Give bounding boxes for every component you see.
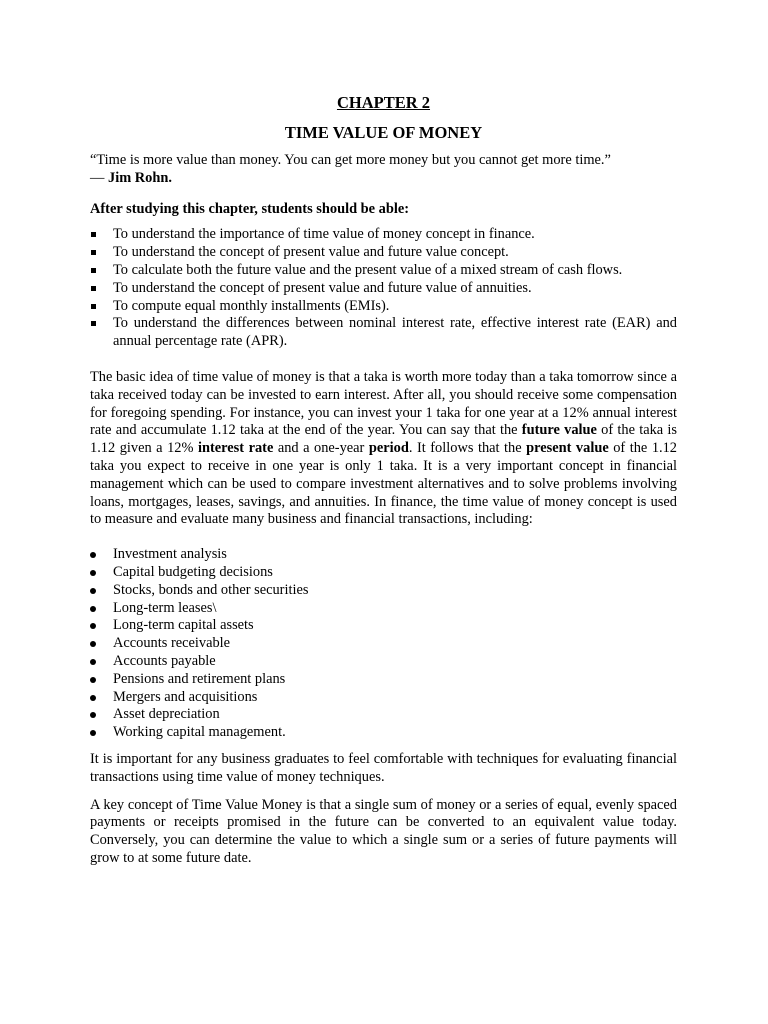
bullet-icon [90,659,96,665]
bullet-icon [90,641,96,647]
list-item [90,706,677,724]
bullet-icon [90,588,96,594]
list-item [90,315,677,351]
term-present-value: present value [526,440,609,457]
bullet-icon [90,552,96,558]
list-item [90,635,677,653]
square-bullet-icon [91,250,96,255]
bullet-icon [90,570,96,576]
list-item [90,298,677,316]
chapter-title: TIME VALUE OF MONEY [284,123,483,142]
quote-author: Jim Rohn. [108,169,172,186]
objectives-list [90,226,677,351]
list-item [90,600,677,618]
use-text: Long-term leases\ [113,599,217,616]
list-item [90,280,677,298]
chapter-number: CHAPTER 2 [336,93,431,112]
list-item [90,582,677,600]
list-item [90,724,677,742]
objective-text: To compute equal monthly installments (EMIs). [113,297,390,314]
bullet-icon [90,695,96,701]
objective-text: To understand the importance of time value of money concept in finance. [113,226,535,243]
use-text: Capital budgeting decisions [113,563,273,580]
use-text: Investment analysis [113,546,227,563]
epigraph-attribution [90,170,677,188]
uses-list [90,546,677,742]
intro-paragraph [90,369,677,529]
bullet-icon [90,730,96,736]
list-item [90,564,677,582]
term-future-value: future value [521,422,597,439]
list-item [90,244,677,262]
use-text: Accounts receivable [113,635,231,652]
list-item [90,689,677,707]
list-item [90,546,677,564]
objectives-heading: After studying this chapter, students should be able: [90,200,410,217]
list-item [90,671,677,689]
intro-text: of the taka is 1.12 given a 12% [90,422,678,457]
square-bullet-icon [91,232,96,237]
bullet-icon [90,606,96,612]
objective-text: To calculate both the future value and the present value of a mixed stream of cash flows. [113,261,623,278]
comfort-paragraph: It is important for any business graduates to feel comfortable with techniques for evaluating financial transactions using time value of money techniques. [90,750,677,785]
attribution-dash: — [90,169,108,186]
square-bullet-icon [91,286,96,291]
use-text: Mergers and acquisitions [113,688,258,705]
bullet-icon [90,677,96,683]
term-interest-rate: interest rate [197,440,274,457]
list-item [90,617,677,635]
bullet-icon [90,712,96,718]
list-item [90,262,677,280]
epigraph-quote: “Time is more value than money. You can get more money but you cannot get more time.” [90,152,611,168]
list-item [90,226,677,244]
square-bullet-icon [91,268,96,273]
intro-text: of the 1.12 taka you expect to receive in one year is only 1 taka. It is a very important concept in financial management which can be used to compare investment alternatives and to solve problems involving loans, mortgages, leases, savings, and annuities. In finance, the time value of money concept is used to measure and evaluate many business and financial transactions, including: [90,440,677,528]
use-text: Accounts payable [113,652,216,669]
use-text: Working capital management. [113,724,286,741]
use-text: Pensions and retirement plans [113,670,286,687]
objective-text: To understand the differences between nominal interest rate, effective interest rate (EAR) and annual percentage rate (APR). [113,315,677,350]
square-bullet-icon [91,304,96,309]
use-text: Asset depreciation [113,706,220,723]
intro-text: The basic idea of time value of money is that a taka is worth more today than a taka tomorrow since a taka received today can be invested to earn interest. After all, you should receive some compensation for foregoing spending. For instance, you can invest your 1 taka for one year at a 12% annual interest rate and accumulate 1.12 taka at the end of the year. You can say that the [90,368,677,439]
objective-text: To understand the concept of present value and future value of annuities. [113,279,532,296]
list-item [90,653,677,671]
intro-text: and a one-year [273,440,369,457]
square-bullet-icon [91,321,96,326]
term-period: period [368,440,409,457]
use-text: Stocks, bonds and other securities [113,581,309,598]
page-content [90,93,677,868]
intro-text: . It follows that the [408,440,527,457]
bullet-icon [90,623,96,629]
objective-text: To understand the concept of present value and future value concept. [113,244,509,261]
use-text: Long-term capital assets [113,617,254,634]
key-concept-paragraph: A key concept of Time Value Money is that a single sum of money or a series of equal, evenly spaced payments or receipts promised in the future can be converted to an equivalent value today. Conversely, you can determine the value to which a single sum or a series of future payments will grow to at some future date. [90,796,677,866]
